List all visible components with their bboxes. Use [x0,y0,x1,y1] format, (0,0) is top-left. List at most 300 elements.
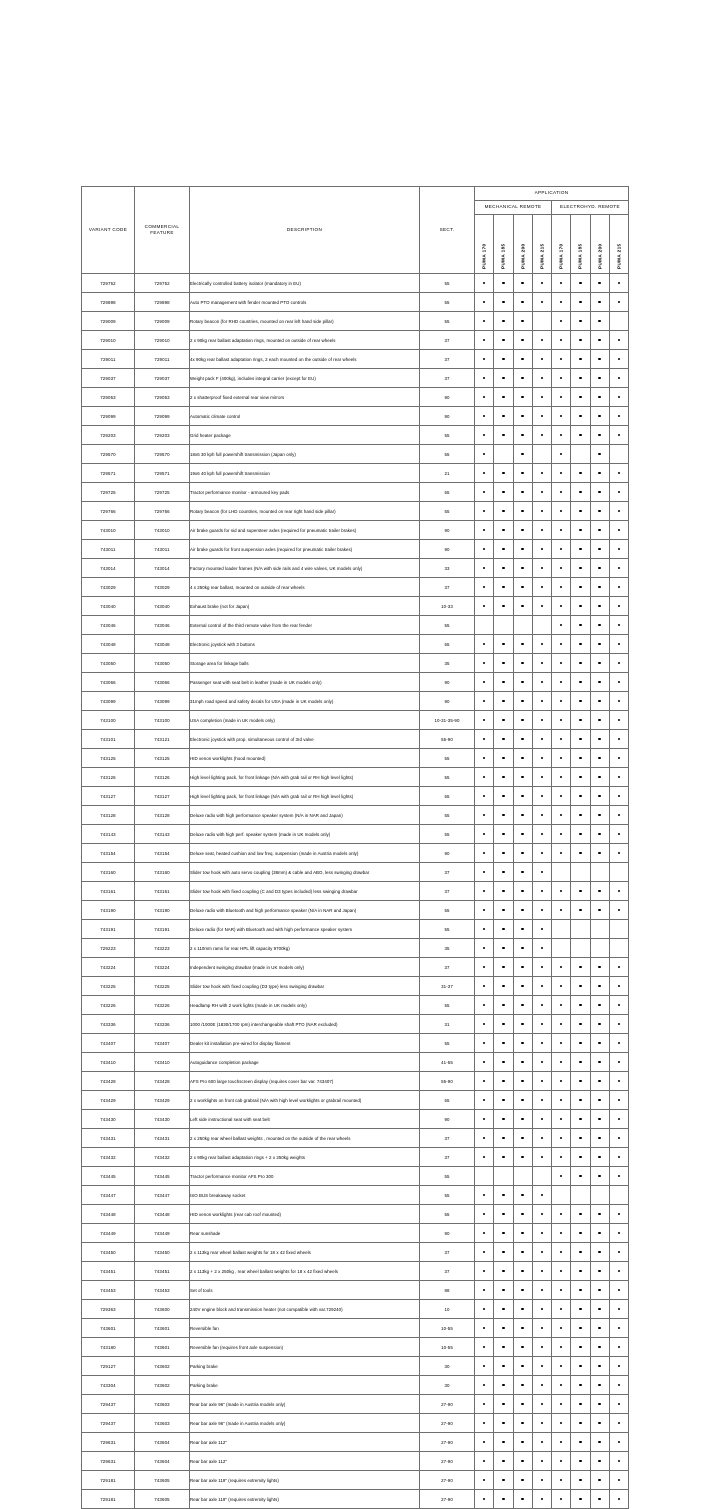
availability-dot [560,1346,562,1348]
availability-dot [560,1118,562,1120]
availability-dot [541,586,543,588]
availability-dot [560,1289,562,1291]
availability-dot [618,1099,620,1101]
cell-application-mech-puma-170 [475,692,494,711]
cell-application-ehyd-puma-185 [571,939,590,958]
cell-application-mech-puma-185 [494,502,513,521]
cell-variant-code: 743445 [82,1167,135,1186]
availability-dot [541,681,543,683]
table-row [82,749,629,768]
availability-dot [483,1308,485,1310]
cell-application-mech-puma-200 [513,350,532,369]
availability-dot [618,1137,620,1139]
availability-dot [541,1080,543,1082]
cell-application-ehyd-puma-200 [590,806,609,825]
cell-application-mech-puma-215 [532,293,551,312]
cell-application-ehyd-puma-200 [590,730,609,749]
cell-variant-code: 729631 [82,1452,135,1471]
availability-dot [502,814,504,816]
table-row [82,958,629,977]
cell-sect: 37 [420,331,475,350]
cell-application-mech-puma-185 [494,426,513,445]
availability-dot [541,643,543,645]
cell-application-mech-puma-185 [494,350,513,369]
cell-description: Dealer kit installation pre-wired for display filament [190,1034,420,1053]
availability-dot [560,1441,562,1443]
availability-dot [560,1080,562,1082]
cell-application-mech-puma-215 [532,1414,551,1433]
table-row [82,1414,629,1433]
cell-application-mech-puma-215 [532,597,551,616]
cell-application-ehyd-puma-200 [590,1433,609,1452]
cell-sect: 90 [420,692,475,711]
availability-dot [579,1213,581,1215]
cell-application-mech-puma-185 [494,958,513,977]
availability-dot [560,643,562,645]
cell-application-ehyd-puma-200 [590,445,609,464]
cell-description: Reversible fan (requires front axle suspension) [190,1338,420,1357]
cell-description: HID xenon worklights (hood mounted) [190,749,420,768]
availability-dot [560,510,562,512]
availability-dot [618,472,620,474]
cell-application-ehyd-puma-185 [571,692,590,711]
cell-sect: 33 [420,559,475,578]
cell-application-ehyd-puma-200 [590,977,609,996]
cell-variant-code: 743048 [82,635,135,654]
cell-commercial-feature: 743603 [135,1395,190,1414]
cell-application-ehyd-puma-200 [590,1357,609,1376]
cell-application-mech-puma-200 [513,692,532,711]
availability-dot [521,1118,523,1120]
cell-application-mech-puma-170 [475,1262,494,1281]
cell-application-mech-puma-185 [494,597,513,616]
cell-application-ehyd-puma-200 [590,901,609,920]
cell-variant-code: 743431 [82,1129,135,1148]
cell-application-ehyd-puma-215 [609,1110,628,1129]
availability-dot [618,909,620,911]
table-row [82,863,629,882]
cell-application-mech-puma-185 [494,388,513,407]
availability-dot [618,776,620,778]
cell-sect: 55 [420,426,475,445]
availability-dot [579,1023,581,1025]
table-row [82,1148,629,1167]
availability-dot [502,529,504,531]
cell-commercial-feature: 743040 [135,597,190,616]
cell-sect: 30 [420,1376,475,1395]
availability-dot [521,1156,523,1158]
cell-commercial-feature: 743128 [135,806,190,825]
cell-application-mech-puma-200 [513,1357,532,1376]
cell-application-mech-puma-185 [494,1167,513,1186]
cell-application-mech-puma-185 [494,1281,513,1300]
cell-commercial-feature: 729099 [135,407,190,426]
table-row [82,1072,629,1091]
cell-variant-code: 729570 [82,445,135,464]
cell-variant-code: 743447 [82,1186,135,1205]
cell-application-ehyd-puma-215 [609,901,628,920]
cell-application-ehyd-puma-170 [552,1319,571,1338]
availability-dot [541,1346,543,1348]
cell-application-ehyd-puma-185 [571,502,590,521]
availability-empty [579,1194,581,1196]
availability-dot [483,301,485,303]
availability-dot [560,415,562,417]
cell-application-mech-puma-170 [475,958,494,977]
cell-application-mech-puma-200 [513,977,532,996]
cell-application-ehyd-puma-170 [552,559,571,578]
availability-dot [541,814,543,816]
cell-application-ehyd-puma-185 [571,1148,590,1167]
cell-application-mech-puma-170 [475,1186,494,1205]
availability-dot [560,567,562,569]
cell-application-mech-puma-170 [475,540,494,559]
cell-application-ehyd-puma-170 [552,1300,571,1319]
cell-application-ehyd-puma-185 [571,1395,590,1414]
cell-application-mech-puma-215 [532,1357,551,1376]
availability-dot [618,415,620,417]
cell-application-mech-puma-215 [532,958,551,977]
availability-dot [483,719,485,721]
cell-application-mech-puma-200 [513,863,532,882]
availability-dot [618,1403,620,1405]
table-row [82,1091,629,1110]
cell-application-ehyd-puma-185 [571,844,590,863]
availability-dot [483,738,485,740]
cell-sect: 90 [420,844,475,863]
cell-application-mech-puma-200 [513,768,532,787]
availability-dot [521,1137,523,1139]
availability-dot [579,757,581,759]
cell-application-mech-puma-215 [532,1224,551,1243]
availability-dot [598,339,600,341]
cell-sect: 27-90 [420,1471,475,1490]
availability-dot [541,776,543,778]
cell-application-ehyd-puma-215 [609,293,628,312]
availability-dot [521,339,523,341]
availability-dot [560,852,562,854]
availability-dot [560,700,562,702]
cell-application-ehyd-puma-200 [590,1205,609,1224]
availability-empty [618,947,620,949]
cell-variant-code: 729011 [82,350,135,369]
cell-commercial-feature: 743410 [135,1053,190,1072]
table-row [82,293,629,312]
cell-application-mech-puma-170 [475,1281,494,1300]
cell-application-ehyd-puma-170 [552,939,571,958]
availability-dot [521,1061,523,1063]
cell-application-ehyd-puma-215 [609,1338,628,1357]
cell-commercial-feature: 743099 [135,692,190,711]
availability-dot [483,1327,485,1329]
cell-variant-code: 729437 [82,1395,135,1414]
availability-dot [521,738,523,740]
cell-commercial-feature: 729766 [135,502,190,521]
cell-application-mech-puma-170 [475,1129,494,1148]
availability-dot [618,719,620,721]
cell-application-mech-puma-170 [475,1490,494,1509]
cell-variant-code: 729898 [82,293,135,312]
cell-description: Rear bar axle 119" (requires extremity lights) [190,1490,420,1509]
cell-application-mech-puma-215 [532,768,551,787]
cell-application-mech-puma-200 [513,730,532,749]
cell-application-ehyd-puma-170 [552,407,571,426]
availability-dot [483,1346,485,1348]
availability-dot [483,282,485,284]
availability-dot [598,814,600,816]
cell-application-ehyd-puma-200 [590,1471,609,1490]
availability-dot [579,852,581,854]
availability-dot [560,358,562,360]
availability-dot [560,282,562,284]
cell-application-mech-puma-185 [494,1338,513,1357]
cell-application-mech-puma-200 [513,1433,532,1452]
availability-dot [579,320,581,322]
availability-dot [521,282,523,284]
cell-sect: 55 [420,787,475,806]
availability-dot [579,1061,581,1063]
availability-dot [502,1403,504,1405]
cell-application-mech-puma-170 [475,1300,494,1319]
availability-dot [579,776,581,778]
cell-application-ehyd-puma-185 [571,920,590,939]
availability-dot [618,1156,620,1158]
cell-application-mech-puma-170 [475,1053,494,1072]
table-row [82,1186,629,1205]
availability-dot [579,1384,581,1386]
availability-empty [560,1194,562,1196]
cell-variant-code: 743429 [82,1091,135,1110]
cell-application-mech-puma-185 [494,939,513,958]
cell-description: Reversible fan [190,1319,420,1338]
cell-sect: 10 [420,1300,475,1319]
availability-dot [483,1061,485,1063]
cell-description: Automatic climate control [190,407,420,426]
availability-dot [502,605,504,607]
availability-dot [598,1175,600,1177]
availability-dot [618,1498,620,1500]
cell-application-ehyd-puma-200 [590,825,609,844]
availability-dot [502,567,504,569]
cell-application-mech-puma-200 [513,1376,532,1395]
availability-dot [618,1479,620,1481]
availability-dot [483,1251,485,1253]
cell-application-mech-puma-185 [494,559,513,578]
cell-commercial-feature: 729898 [135,293,190,312]
cell-application-ehyd-puma-200 [590,673,609,692]
cell-application-mech-puma-200 [513,1110,532,1129]
cell-application-mech-puma-215 [532,388,551,407]
availability-dot [618,1441,620,1443]
cell-description: Tractor performance monitor AFS Pro 300 [190,1167,420,1186]
availability-dot [618,643,620,645]
cell-application-mech-puma-215 [532,939,551,958]
table-row [82,464,629,483]
availability-dot [598,738,600,740]
table-row [82,445,629,464]
cell-commercial-feature: 743161 [135,882,190,901]
cell-application-mech-puma-215 [532,920,551,939]
cell-application-ehyd-puma-215 [609,559,628,578]
availability-dot [618,1422,620,1424]
cell-application-ehyd-puma-185 [571,1433,590,1452]
cell-application-ehyd-puma-185 [571,1072,590,1091]
cell-application-mech-puma-170 [475,445,494,464]
availability-empty [502,624,504,626]
cell-description: Deluxe radio (for NAR) with Bluetooth and with high performance speaker system [190,920,420,939]
cell-application-ehyd-puma-170 [552,1452,571,1471]
cell-variant-code: 729053 [82,388,135,407]
availability-dot [598,1004,600,1006]
availability-empty [541,453,543,455]
cell-application-mech-puma-200 [513,407,532,426]
cell-commercial-feature: 743223 [135,939,190,958]
table-row [82,673,629,692]
availability-dot [618,358,620,360]
cell-application-ehyd-puma-170 [552,1034,571,1053]
availability-dot [483,605,485,607]
cell-application-mech-puma-215 [532,673,551,692]
availability-dot [483,586,485,588]
table-row [82,274,629,293]
cell-commercial-feature: 743601 [135,1319,190,1338]
availability-dot [579,833,581,835]
availability-dot [541,491,543,493]
cell-application-mech-puma-185 [494,1034,513,1053]
availability-dot [521,415,523,417]
cell-application-mech-puma-185 [494,730,513,749]
availability-dot [618,529,620,531]
cell-application-mech-puma-170 [475,749,494,768]
cell-application-mech-puma-170 [475,787,494,806]
cell-application-mech-puma-200 [513,426,532,445]
cell-commercial-feature: 743050 [135,654,190,673]
availability-dot [579,1327,581,1329]
cell-application-mech-puma-170 [475,1376,494,1395]
table-row [82,939,629,958]
availability-dot [502,776,504,778]
table-row [82,1338,629,1357]
availability-dot [598,586,600,588]
availability-dot [483,1118,485,1120]
cell-application-ehyd-puma-200 [590,1015,609,1034]
availability-dot [560,1384,562,1386]
cell-application-mech-puma-200 [513,787,532,806]
cell-application-ehyd-puma-200 [590,1262,609,1281]
table-row [82,768,629,787]
cell-application-ehyd-puma-185 [571,407,590,426]
cell-application-mech-puma-200 [513,1072,532,1091]
cell-application-mech-puma-170 [475,996,494,1015]
header-model-label: PUMA 185 [500,243,506,269]
availability-empty [541,624,543,626]
table-row [82,1224,629,1243]
availability-dot [521,1403,523,1405]
table-row [82,920,629,939]
cell-application-ehyd-puma-170 [552,540,571,559]
availability-dot [579,1460,581,1462]
cell-application-mech-puma-170 [475,426,494,445]
cell-sect: 21 [420,464,475,483]
cell-application-mech-puma-170 [475,1034,494,1053]
availability-dot [618,1346,620,1348]
availability-dot [618,1080,620,1082]
availability-dot [521,757,523,759]
cell-application-mech-puma-170 [475,1452,494,1471]
cell-application-mech-puma-215 [532,369,551,388]
availability-dot [502,1270,504,1272]
cell-application-mech-puma-200 [513,749,532,768]
cell-application-ehyd-puma-215 [609,1167,628,1186]
availability-dot [598,662,600,664]
cell-application-mech-puma-185 [494,1072,513,1091]
cell-application-mech-puma-170 [475,1015,494,1034]
availability-dot [541,301,543,303]
availability-dot [502,643,504,645]
availability-dot [541,434,543,436]
cell-application-mech-puma-185 [494,901,513,920]
cell-application-mech-puma-200 [513,502,532,521]
cell-description: Set of tools [190,1281,420,1300]
cell-description: Independent swinging drawbar (made in UK models only) [190,958,420,977]
availability-dot [541,871,543,873]
cell-sect: 10-33 [420,597,475,616]
availability-dot [618,1270,620,1272]
availability-dot [521,548,523,550]
cell-application-mech-puma-200 [513,464,532,483]
cell-variant-code: 729363 [82,1300,135,1319]
table-row [82,1053,629,1072]
cell-sect: 55 [420,502,475,521]
cell-application-mech-puma-215 [532,654,551,673]
cell-application-mech-puma-215 [532,1300,551,1319]
cell-variant-code: 743040 [82,597,135,616]
availability-dot [541,1118,543,1120]
availability-dot [618,339,620,341]
cell-description: Parking brake [190,1357,420,1376]
cell-application-ehyd-puma-215 [609,787,628,806]
availability-dot [598,377,600,379]
table-row [82,1395,629,1414]
table-row [82,711,629,730]
availability-dot [483,814,485,816]
cell-application-mech-puma-200 [513,1186,532,1205]
cell-application-ehyd-puma-200 [590,1300,609,1319]
availability-dot [598,1042,600,1044]
cell-application-mech-puma-185 [494,825,513,844]
availability-empty [618,320,620,322]
cell-variant-code: 743453 [82,1281,135,1300]
cell-sect: 10-31-35-90 [420,711,475,730]
cell-application-mech-puma-185 [494,1243,513,1262]
availability-dot [579,529,581,531]
cell-application-mech-puma-215 [532,559,551,578]
cell-application-ehyd-puma-170 [552,1072,571,1091]
table-row [82,521,629,540]
cell-sect: 88 [420,1281,475,1300]
availability-dot [521,947,523,949]
cell-application-mech-puma-185 [494,863,513,882]
cell-description: 2 x 110mm rams for rear HPL lift capacity 9700kg) [190,939,420,958]
cell-application-mech-puma-215 [532,1205,551,1224]
table-row [82,407,629,426]
availability-dot [618,1384,620,1386]
cell-application-ehyd-puma-215 [609,1300,628,1319]
cell-application-mech-puma-170 [475,1224,494,1243]
availability-dot [541,358,543,360]
cell-commercial-feature: 743448 [135,1205,190,1224]
cell-sect: 90 [420,673,475,692]
